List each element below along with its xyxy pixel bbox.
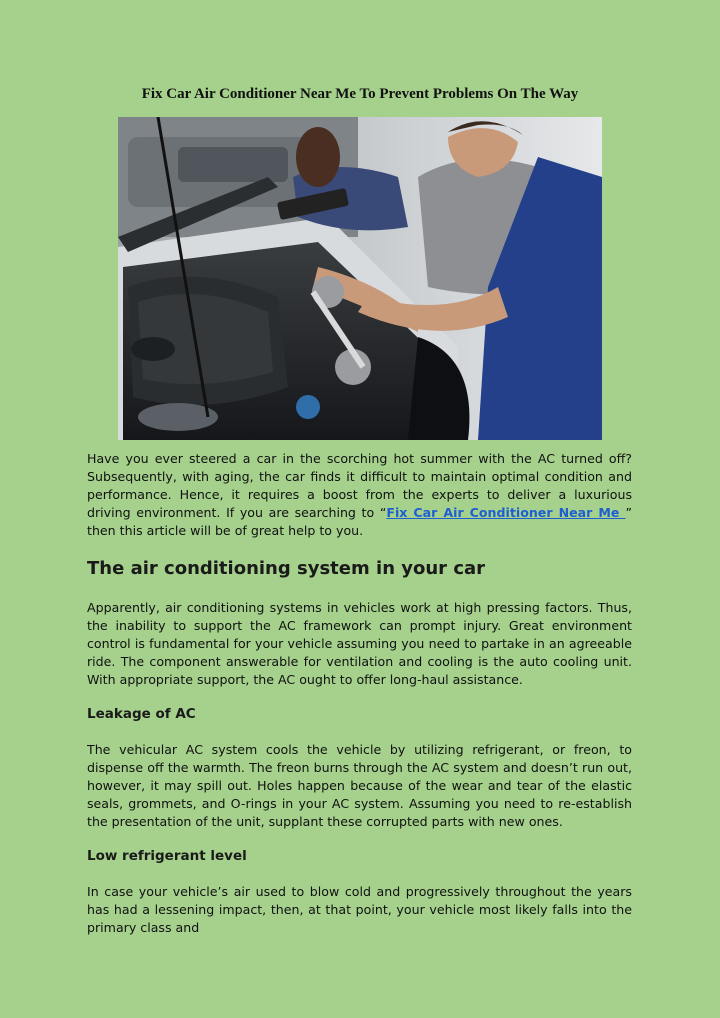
section-heading-ac-system: The air conditioning system in your car: [87, 558, 486, 579]
fix-car-ac-link[interactable]: Fix Car Air Conditioner Near Me: [386, 504, 626, 520]
mechanic-photo-icon: [118, 117, 602, 440]
page-title: Fix Car Air Conditioner Near Me To Prevent Problems On The Way: [141, 86, 579, 102]
section-paragraph-leakage: The vehicular AC system cools the vehicle by utilizing refrigerant, or freon, to dispense off the warmth. The freon burns through the AC system and doesn’t run out, however, it may spill out. Holes happen because of the wear and tear of the elastic seals, grommets, and O-rings in your AC system. Assuming you need to re-establish the presentation of the unit, supplant these corrupted parts with new ones.: [87, 742, 632, 829]
intro-paragraph: [87, 450, 632, 540]
intro-text-before: Have you ever steered a car in the scorching hot summer with the AC turned off? Subsequently, with aging, the car finds it difficult to maintain optimal condition and performance. Hence, it requires a boost from the experts to deliver a luxurious driving environment. If you are searching to “: [87, 451, 632, 520]
section-paragraph-ac-system: Apparently, air conditioning systems in vehicles work at high pressing factors. Thus, the inability to support the AC framework can prompt injury. Great environment control is fundamental for your vehicle assuming you need to partake in an agreeable ride. The component answerable for ventilation and cooling is the auto cooling unit. With appropriate support, the AC ought to offer long-haul assistance.: [87, 600, 632, 687]
section-paragraph-low-refrigerant: In case your vehicle’s air used to blow cold and progressively throughout the years has had a lessening impact, then, at that point, your vehicle most likely falls into the primary class and: [87, 884, 632, 935]
section-heading-low-refrigerant: Low refrigerant level: [87, 848, 247, 864]
intro-text-after: ” then this article will be of great help to you.: [87, 504, 632, 538]
hero-image: [118, 117, 602, 440]
section-heading-leakage: Leakage of AC: [87, 706, 196, 722]
